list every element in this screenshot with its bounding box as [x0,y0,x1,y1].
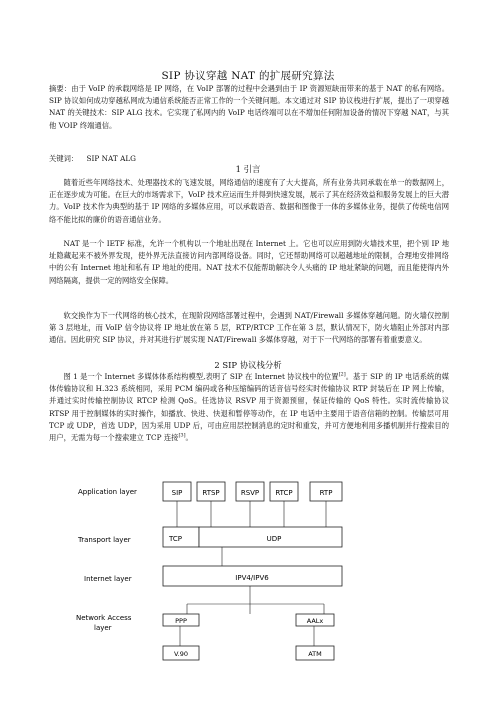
box-rtp [310,482,342,501]
box-v90 [163,646,199,660]
layer-label-network-access-line2: layer [94,624,112,632]
svg-text:SIP: SIP [171,489,183,497]
section-1-paragraph-1: 随着近些年网络技术、处理器技术的飞速发展，网络通信的速度有了大大提高，所有业务共同承载在单一的数据网上，正在逐步成为可能。在巨大的市场需求下，VoIP 技术应运而生并得到快速发展，展示了其在经济效益和服务发展上的巨大潜力。VoIP 技术作为典型的基于 IP 网络的多媒体应用，可以承载语音、数据和图像于一体的多媒体业务，提供了传统电信网络不能比拟的廉价的语音通信业务。 [49,178,449,224]
box-rtcp [270,482,298,501]
keywords-label: 关键词： [49,154,79,163]
abstract: 摘要：由于 VoIP 的承载网络是 IP 网络，在 VoIP 部署的过程中会遇到由于 IP 资源短缺而带来的基于 NAT 的私有网络。SIP 协议如何成功穿越私网成为通信系统能否正常工作的一个关键问题。本文通过对 SIP 协议栈进行扩展，提出了一项穿越 NAT 的关键技术：SIP ALG 技术。它实现了私网内的 VoIP 电话终端可以在不增加任何附加设备的情况下穿越 NAT，与其他 VOIP 终端通信。 [49,84,449,130]
layer-label-application: Application layer [78,488,137,496]
layer-label-internet: Internet layer [84,575,132,583]
box-ipv4-ipv6 [163,566,342,586]
box-ppp [163,614,199,626]
box-udp [199,527,342,547]
svg-text:RTCP: RTCP [275,489,293,497]
svg-text:IPV4/IPV6: IPV4/IPV6 [235,574,269,582]
box-aalx [296,614,334,626]
svg-text:RTP: RTP [319,489,333,497]
protocol-stack-figure [72,474,372,694]
layer-label-network-access [76,614,134,632]
citation-ref: [2] [338,371,346,378]
box-tcp [163,527,199,547]
svg-text:UDP: UDP [266,535,282,543]
layer-label-network-access-line1: Network Access [76,614,132,622]
svg-text:AALx: AALx [306,617,324,625]
svg-text:ATM: ATM [308,650,322,658]
svg-text:RSVP: RSVP [240,489,260,497]
section-2-paragraph-1: 图 1 是一个 Internet 多媒体体系结构模型,表明了 SIP 在 Internet 协议栈中的位置[2]。基于 SIP 的 IP 电话系统的媒体传输协议和 H.323 系统相同，采用 PCM 编码或各种压缩编码的话音信号经实时传输协议 RTP 封装后在 IP 网上传输，并通过实时传输控制协议 RTCP 检测 QoS。任选协议 RSVP 用于资源预留，保证传输的 QoS 特性。实时流传输协议 RTSP 用于控制媒体的实时操作，如播放、快进、快退和暂停等动作，在 IP 电话中主要用于语音信箱的控制。传输层可用 TCP 或 UDP，首选 UDP，因为采用 UDP 后，可由应用层控制消息的定时和重发，并可方便地利用多播机制并行搜索目的用户，无需为每一个搜索建立 TCP 连接[3]。 [49,371,449,443]
svg-text:V.90: V.90 [174,650,188,658]
section-2-heading: 2 SIP 协议栈分析 [214,360,282,370]
svg-text:PPP: PPP [175,617,187,625]
svg-text:TCP: TCP [169,535,182,543]
box-rsvp [236,482,264,501]
section-1-paragraph-2: NAT 是一个 IETF 标准，允许一个机构以一个地址出现在 Internet 上。它也可以应用到防火墙技术里，把个别 IP 地址隐藏起来不被外界发现，使外界无法直接访问内部网络设备。同时，它还帮助网络可以超越地址的限制，合理地安排网络中的公有 Internet 地址和私有 IP 地址的使用。NAT 技术不仅能帮助解决令人头痛的 IP 地址紧缺的问题，而且能使得内外网络隔离，提供一定的网络安全保障。 [49,239,449,285]
keywords-value: SIP NAT ALG [86,154,137,163]
svg-text:RTSP: RTSP [202,489,220,497]
section-1-paragraph-3: 软交换作为下一代网络的核心技术，在现阶段网络部署过程中，会遇到 NAT/Firewall 多媒体穿越问题。防火墙仅控制第 3 层地址，而 VoIP 信令协议将 IP 地址放在第 5 层，RTP/RTCP 工作在第 3 层，默认情况下，防火墙阻止外部对内部通信。因此研究 SIP 协议，并对其进行扩展实现 NAT/Firewall 多媒体穿越，对于下一代网络的部署有着重要意义。 [49,311,449,345]
paper-title: SIP 协议穿越 NAT 的扩展研究算法 [161,70,335,82]
box-atm [296,646,334,660]
box-rtsp [197,482,225,501]
section-1-heading: 1 引言 [235,164,261,174]
network-access-bracket [187,586,324,604]
citation-ref: [3] [178,432,186,439]
layer-label-transport: Transport layer [78,536,131,544]
box-sip [163,482,191,501]
